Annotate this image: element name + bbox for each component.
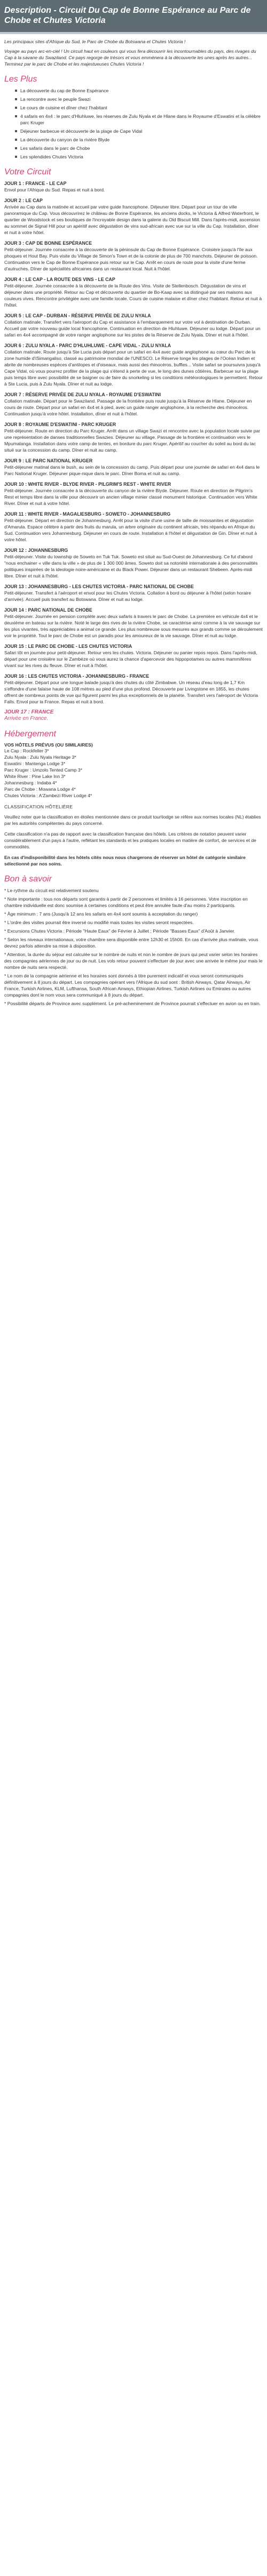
day-block	[4, 481, 263, 507]
day-block	[4, 583, 263, 603]
plus-item: Le cours de cuisine et dîner chez l'habitant	[4, 105, 263, 111]
day-block	[4, 180, 263, 193]
main-content	[0, 34, 267, 1020]
day-title: JOUR 1 : FRANCE - LE CAP	[4, 181, 67, 186]
day-title: JOUR 10 : WHITE RIVER - BLYDE RIVER - PILGRIM'S REST - WHITE RIVER	[4, 482, 171, 487]
plus-list	[4, 87, 263, 160]
day-text: Collation matinale. Départ pour le Swaziland. Passage de la frontière puis route jusqu'à la Réserve de Hlane. Déjeuner en cours de route. Départ pour un safari en 4x4 et à pied, avec un guide ranger anglophone, à la recherche des rhinocéros. Continuation jusqu'à votre hôtel. Installation, dîner et nuit à l'hôtel.	[4, 398, 252, 416]
plus-item: La découverte du cap de Bonne Espérance	[4, 87, 263, 94]
header	[0, 0, 267, 34]
page	[0, 0, 267, 1020]
day-block	[4, 276, 263, 308]
notes-list	[4, 887, 263, 1007]
day-block	[4, 673, 263, 705]
day-title: JOUR 12 : JOHANNESBURG	[4, 548, 68, 553]
day-text: Petit-déjeuner. Route en direction du Parc Kruger. Arrêt dans un village Swazi et rencontre avec la population locale suivie par une représentation de danses traditionnelles Swazies. Déjeuner au village. Passage de la frontière et continuation vers le Mpumalanga. Installation dans votre camp de tentes, en bordure du parc Kruger. Apéritif au coucher du soleil au bord du lac situé sur la concession du camp. Dîner et nuit au camp.	[4, 428, 261, 453]
day-block	[4, 240, 263, 272]
intro-text: Voyage au pays arc-en-ciel ! Un circuit haut en couleurs qui vous fera découvrir les incontournables du pays, des rivages du Cap à la savane du Swaziland. Ce pays regorge de trésors et vous emmènera à la découverte les unes après les autres... Terminez par le parc de Chobe et les majestueuses Chutes Victoria !	[4, 49, 256, 67]
note-item: * Selon les niveaux internationaux, votre chambre sera disponible entre 12h30 et 15h00. En cas d'arrivée plus matinale, vous devrez parfois attendre sa mise à disposition.	[4, 937, 258, 949]
day-block	[4, 547, 263, 579]
hotel-item: Parc de Chobe : Mowana Lodge 4*	[4, 787, 76, 792]
hotels-section	[4, 742, 263, 867]
plus-item: La découverte du canyon de la rivière Blyde	[4, 137, 263, 143]
hotel-item: Le Cap : Rockfeller 3*	[4, 748, 49, 753]
classification-text: Veuillez noter que la classification en étoiles mentionnée dans ce produit tour\lodge se réfère aux normes locales (NL) établies par les autorités compétentes du pays concerné.	[4, 814, 261, 826]
hotel-item: Zulu Nyala : Zulu Nyala Heritage 3*	[4, 755, 76, 760]
notes-heading: Bon à savoir	[4, 874, 52, 884]
day-title: JOUR 16 : LES CHUTES VICTORIA - JOHANNESBURG - FRANCE	[4, 673, 150, 679]
day-text: Petit-déjeuner. Journée en pension complète avec deux safaris à travers le parc de Chobe. La première en véhicule 4x4 et le deuxième en bateau sur la rivière. Noté le large des rives de la rivière Chobe, se caractérise ainsi comme à la vie sauvage sur les plus vivantes, très appréciables a animal ce grande. Les plus nombreuse sous mesures aux grands comme se déroulement voir le propriété. Tout le parc de Chobe est un paradis pour les amoureux de la vie sauvage. Dîner et nuit au lodge.	[4, 614, 263, 638]
day-block	[4, 709, 263, 722]
classification-heading: CLASSIFICATION HÔTELIÈRE	[4, 804, 73, 809]
day-title: JOUR 6 : ZULU NYALA - PARC D'HLUHLUWE - CAPE VIDAL - ZULU NYALA	[4, 343, 171, 348]
day-title: JOUR 5 : LE CAP - DURBAN - RÉSERVE PRIVÉE DE ZULU NYALA	[4, 313, 151, 318]
day-title: JOUR 2 : LE CAP	[4, 198, 43, 203]
day-block	[4, 312, 263, 338]
day-title: JOUR 7 : RÉSERVE PRIVÉE DE ZULU NYALA - ROYAUME D'ESWATINI	[4, 392, 161, 397]
day-text: Envol pour l'Afrique du Sud. Repas et nuit à bord.	[4, 187, 105, 192]
note-item: * Âge minimum : 7 ans (Jusqu'à 12 ans les safaris en 4x4 sont soumis à acceptation du ranger)	[4, 911, 198, 917]
day-text: Petit-déjeuner. Journée consacrée à la découverte du canyon de la rivière Blyde. Déjeuner. Route en direction de Pilgrim's Rest et temps libre dans la ville pour découvrir un ancien village minier classé monument historique. Continuation vers White River. Dîner et nuit à votre hôtel.	[4, 488, 257, 506]
day-text: Arrivée en France.	[4, 716, 49, 721]
hotel-item: Johannesburg : Indaba 4*	[4, 780, 57, 785]
day-block	[4, 511, 263, 543]
note-item: * Le rythme du circuit est relativement soutenu	[4, 888, 99, 893]
day-text: Petit-déjeuner. Journée consacrée à la découverte de la Route des Vins. Visite de Stellenbosch. Dégustation de vins et déjeuner dans une propriété. Retour au Cap et découverte du quartier de Bo-Kaap avec sa distingué par ses maisons aux couleurs vives. Rencontre privilégiée avec une famille locale. Cours de cuisine malaise et dîner chez l'habitant. Retour et nuit à l'hôtel.	[4, 283, 262, 308]
plus-item: La rencontre avec le peuple Swazi	[4, 96, 263, 102]
hebergement-heading: Hébergement	[4, 729, 56, 739]
note-item: * Possibilité départs de Province avec supplément. Le pré-acheminement de Province pourrait s'effectuer en avion ou en train.	[4, 1001, 261, 1006]
plus-item: Les splendides Chutes Victoria	[4, 154, 263, 160]
day-title: JOUR 3 : CAP DE BONNE ESPÉRANCE	[4, 240, 92, 246]
day-title: JOUR 9 : LE PARC NATIONAL KRUGER	[4, 458, 93, 463]
day-text: Collation matinale. Transfert vers l'aéroport du Cap et assistance à l'embarquement sur votre vol à destination de Durban. Accueil par votre nouveau guide local francophone. Continuation en direction de Hluhluwe. Déjeuner ou lodge. Départ pour un safari en 4x4 accompagné de votre ranger anglophone sur les pistes de la Réserve de Zulu Nyala. Dîner et nuit à l'hôtel.	[4, 319, 261, 338]
plus-item: Déjeuner barbecue et découverte de la plage de Cape Vidal	[4, 128, 263, 134]
day-text: Collation matinale. Route jusqu'à Ste Lucia puis départ pour un safari en 4x4 avec guide anglophone au cœur du Parc de la zone humide d'iSimangaliso, classé au patrimoine mondial de l'UNESCO. Le Réserve longe les plages de l'Océan Indien et abrite de nombreuses espèces d'antilopes et d'oiseaux, mais aussi des rhinocéros, buffles... Visite safari se poursuivra jusqu'à Cape Vidal, où vous pourrez profiter de la plage qui s'étend à perte de vue, le long des dunes côtières. Barbecue sur la plage puis temps libre avec possibilité de se baigner ou de faire du snorkeling si les conditions météorologiques le permettent. Retour à Ste Lucia, puis à Zulu Nyala. Dîner et nuit au lodge.	[4, 349, 263, 387]
day-block	[4, 342, 263, 387]
plus-item: 4 safaris en 4x4 : le parc d'Hluhluwe, les réserves de Zulu Nyala et de Hlane dans le Royaume d'Eswatini et la célèbre parc Kruger	[4, 113, 263, 126]
day-block	[4, 643, 263, 669]
day-title: JOUR 17 : FRANCE	[4, 709, 54, 715]
intro-subtitle: Les principaux sites d'Afrique du Sud, le Parc de Chobe du Botswana et Chutes Victoria !	[4, 39, 186, 44]
note-item: * L'ordre des visites pourrait être inversé ou modifié mais toutes les visites seront respectées.	[4, 920, 194, 925]
hotels-heading: VOS HÔTELS PRÉVUS (OU SIMILAIRES)	[4, 742, 93, 748]
day-block	[4, 391, 263, 417]
day-text: Petit-déjeuner. Départ en direction de Johannesburg. Arrêt pour la visite d'une usine de taille de moissanites et dégustation d'Amarula. Espace célèbre à partir des fruits du marula, un arbre originaire du continent africain, très répandu en Afrique du Sud. Continuation vers Johannesburg. Déjeuner en cours de route. Installation à l'hôtel et dégustation de Gin. Dîner et nuit à votre hôtel.	[4, 518, 257, 542]
day-block	[4, 607, 263, 639]
itinerary	[4, 180, 263, 722]
hotel-item: Chutes Victoria : A'Zambezi River Lodge 4*	[4, 793, 92, 798]
page-title: Description - Circuit Du Cap de Bonne Espérance au Parc de Chobe et Chutes Victoria	[4, 6, 251, 25]
day-block	[4, 421, 263, 453]
day-text: Petit-déjeuner. Journée consacrée à la découverte de la péninsule du Cap de Bonne Espérance. Croisière jusqu'à l'île aux phoques et Hout Bay. Puis visite du Village de Simon's Town et de la colonie de plus de 700 manchots. Déjeuner de poisson. Continuation vers le Cap de Bonne Espérance puis retour sur le Cap. Arrêt en cours de route pour la visite d'une ferme d'autruches. Dîner de spécialités africaines dans un restaurant local. Nuit à l'hôtel.	[4, 247, 258, 271]
note-item: * Le nom de la compagnie aérienne et les horaires sont donnés à titre purement indicatif et vous seront communiqués définitivement à 8 jours du départ. Les compagnies opérant vers l'Afrique du sud sont : British Airways, Qatar Airways, Air France, Turkish Airlines, KLM, Lufthansa, South African Airways, Ethiopian Airlines, Turkish Airlines ou Emirates ou autres compagnies dont le nom vous sera communiqué à 8 jours du départ.	[4, 973, 251, 998]
day-text: Petit-déjeuner. Départ pour une longue balade jusqu'à des chutes du côté Zimbabwe. Un réseau d'eau long de 1,7 Km s'effondre d'une falaise haute de 108 mètres au pied d'une plus profond. Découverte par Livingstone en 1855, les chutes offrent de nombreux points de vue qui figurent parmi les plus exceptionnels de la planète. Transfert vers l'aéroport de Victoria Falls. Envol pour la France. Repas et nuit à bord.	[4, 680, 258, 704]
day-text: Petit-déjeuner matinal dans le bush, au sein de la concession du camp. Puis départ pour une journée de safari en 4x4 dans le Parc National Kruger. Déjeuner pique-nique dans le parc. Dîner Boma et nuit au camp.	[4, 464, 260, 476]
day-title: JOUR 11 : WHITE RIVER - MAGALIESBURG - SOWETO - JOHANNESBURG	[4, 511, 171, 517]
availability-note: En cas d'indisponibilité dans les hôtels cités nous nous chargerons de réserver un hôtel de catégorie similaire sélectionné par nos soins.	[4, 855, 246, 866]
day-title: JOUR 15 : LE PARC DE CHOBE - LES CHUTES VICTORIA	[4, 644, 132, 649]
day-title: JOUR 14 : PARC NATIONAL DE CHOBE	[4, 607, 92, 613]
note-item: * Excursions Chutes Victoria : Période "Haute Eaux" de Février à Juillet ; Période "Basses Eaux" d'Août à Janvier.	[4, 928, 235, 934]
itinerary-heading: Votre Circuit	[4, 167, 51, 176]
note-item: * Attention, la durée du séjour est calculée sur le nombre de nuits et non le nombre de jours qui peut varier selon les horaires des compagnies aériennes de jour ou de nuit. Les vols retour pouvent s'effectuer de jour avec une arrivée le même jour mais le nombre de nuits sera respecté.	[4, 952, 263, 970]
day-title: JOUR 13 : JOHANNESBURG - LES CHUTES VICTORIA - PARC NATIONAL DE CHOBE	[4, 584, 194, 589]
plus-item: Les safaris dans le parc de Chobe	[4, 145, 263, 151]
day-text: Petit-déjeuner. Transfert à l'aéroport et envol pour les Chutes Victoria. Collation à bord ou déjeuner à l'hôtel (selon horaire d'arrivée). Accueil puis transfert au Botswana. Dîner et nuit au lodge.	[4, 590, 252, 602]
hotel-item: Parc Kruger : Umzolo Tented Camp 3*	[4, 767, 83, 773]
classification-text: Cette classification n'a pas de rapport avec la classification française des hôtels. Les critères de notation peuvent varier considérablement d'un pays à l'autre, reflétant les standards et les pratiques locales en matière de confort, de services et de commodités.	[4, 831, 256, 849]
day-block	[4, 197, 263, 236]
day-text: Petit-déjeuner. Visite du township de Soweto en Tuk Tuk. Soweto est situé au Sud-Ouest de Johannesburg. Ce fut d'abord "nous enchainer « ville dans la ville » de plus de 1 300 000 âmes. Soweto doit sa notoriété internationale à des personnalités politiques inspirées de la ideologie noire-américaine et du Black Power. Déjeuner dans un restaurant Shebeen. Après-midi libre. Dîner et nuit à l'hôtel.	[4, 554, 258, 579]
hotel-item: Eswatini : Mantenga Lodge 3*	[4, 761, 66, 766]
plus-heading: Les Plus	[4, 75, 37, 84]
day-block	[4, 458, 263, 477]
day-text: Safari tôt en journée pour petit-déjeuner. Retour vers les chutes. Victoria. Déjeuner ou panier repos repos. Dans l'après-midi, départ pour une croisière sur le Zambèze où vous aurez la chance d'apercevoir des hippopotames ou autres mammifères vivant sur les rives du fleuve. Dîner et nuit à l'hôtel.	[4, 650, 257, 668]
day-text: Arrivée au Cap dans la matinée et accueil par votre guide francophone. Déjeuner libre. Départ pour un tour de ville panoramique du Cap. Vous découvrirez le château de Bonne Espérance, les anciens docks, le Victoria & Alfred Waterfront, le quartier de Woodstock et ses boutiques de l'incroyable design dans la galerie du Old Biscuit Mill. Dans l'après-midi, ascension au sommet de Signal Hill pour un apéritif avec dégustation de vins sud-africain avec vue sur la ville du Cap. Installation, dîner et nuit à votre hôtel.	[4, 204, 260, 235]
intro	[4, 38, 263, 67]
day-title: JOUR 4 : LE CAP - LA ROUTE DES VINS - LE CAP	[4, 277, 115, 282]
hotel-item: White River : Pine Lake Inn 3*	[4, 774, 66, 779]
day-title: JOUR 8 : ROYAUME D'ESWATINI - PARC KRUGER	[4, 422, 116, 427]
note-item: * Note importante : tous nos départs sont garantis à partir de 2 personnes et limités à 16 personnes. Votre inscription en chambre individuelle est donc soumise à certaines conditions et peut être annulée faute d'au moins 2 participants.	[4, 896, 248, 908]
